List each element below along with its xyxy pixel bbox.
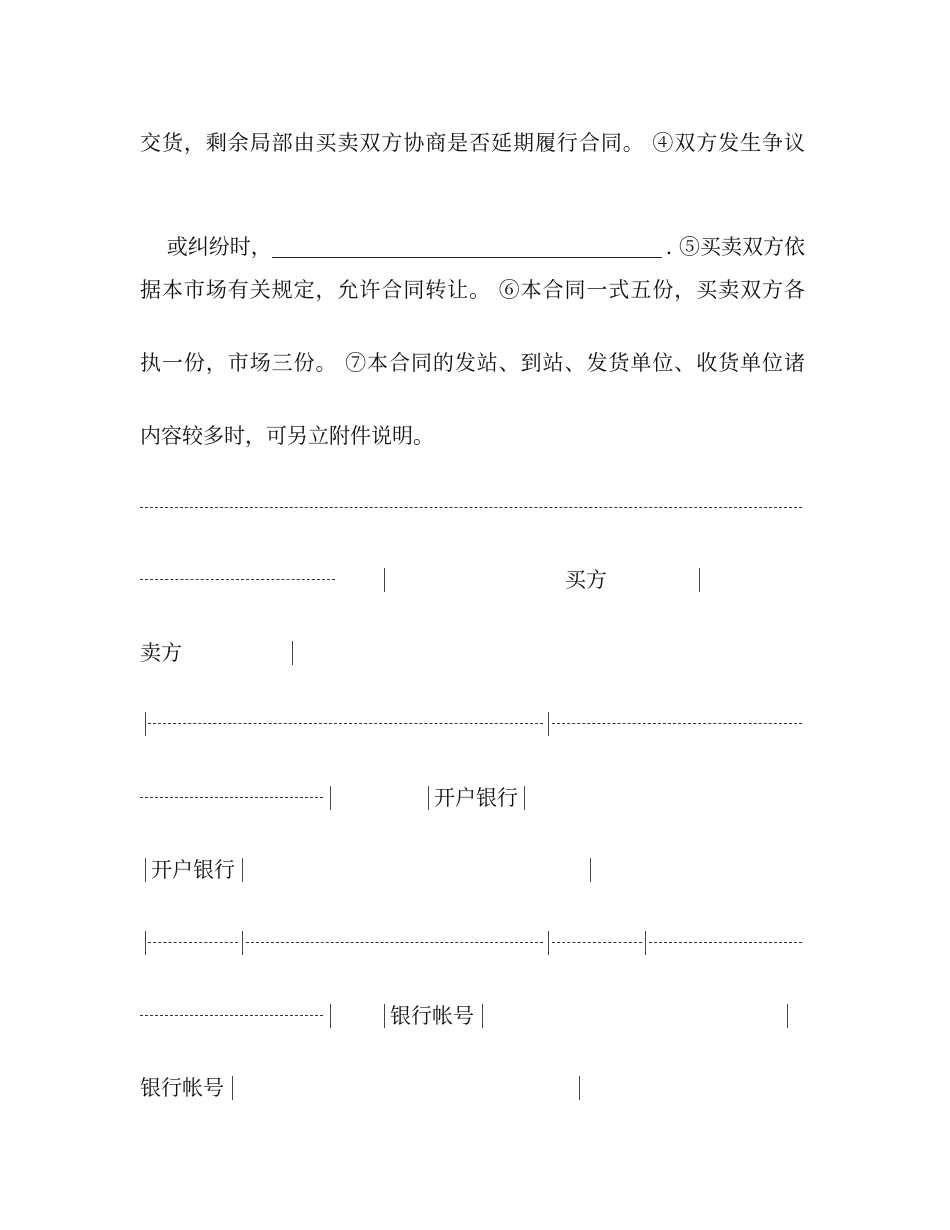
table-rule [552,942,642,943]
table-border [330,786,331,810]
table-border [579,1076,580,1100]
table-border [787,1004,788,1028]
table-border [232,1076,233,1100]
table-border [645,931,646,955]
paragraph-line-4: 执一份，市场三份。 ⑦本合同的发站、到站、发货单位、收货单位诸 [140,351,805,375]
buyer-bank-label: 开户银行 [434,786,518,810]
paragraph-line-1: 交货，剩余局部由买卖双方协商是否延期履行合同。 ④双方发生争议 [140,131,805,155]
table-border [699,568,700,592]
table-border [292,641,293,665]
table-rule [649,942,802,943]
table-border [145,858,146,882]
table-border [242,931,243,955]
table-border [548,931,549,955]
seller-bank-label: 开户银行 [151,858,235,882]
table-border [145,712,146,736]
table-border [482,1004,483,1028]
table-border [384,1004,385,1028]
table-rule [148,723,543,724]
paragraph-line-2-prefix: 或纠纷时， [166,235,272,259]
table-rule [140,1015,323,1016]
buyer-account-label: 银行帐号 [390,1004,474,1028]
buyer-label: 买方 [565,568,607,592]
table-rule [148,942,238,943]
table-rule [552,723,802,724]
table-rule [140,797,323,798]
seller-label: 卖方 [140,641,182,665]
table-rule [140,579,335,580]
table-border [548,712,549,736]
table-border [242,858,243,882]
paragraph-line-3: 据本市场有关规定，允许合同转让。 ⑥本合同一式五份，买卖双方各 [140,278,805,302]
paragraph-line-2-suffix: . ⑤买卖双方依 [665,235,805,259]
table-rule [246,942,543,943]
table-border [428,786,429,810]
table-border [330,1004,331,1028]
table-border [524,786,525,810]
table-border [590,858,591,882]
seller-account-label: 银行帐号 [140,1076,224,1100]
table-border [384,568,385,592]
paragraph-line-5: 内容较多时，可另立附件说明。 [140,424,434,448]
table-rule [140,507,802,508]
table-border [145,931,146,955]
blank-underline [272,237,662,258]
